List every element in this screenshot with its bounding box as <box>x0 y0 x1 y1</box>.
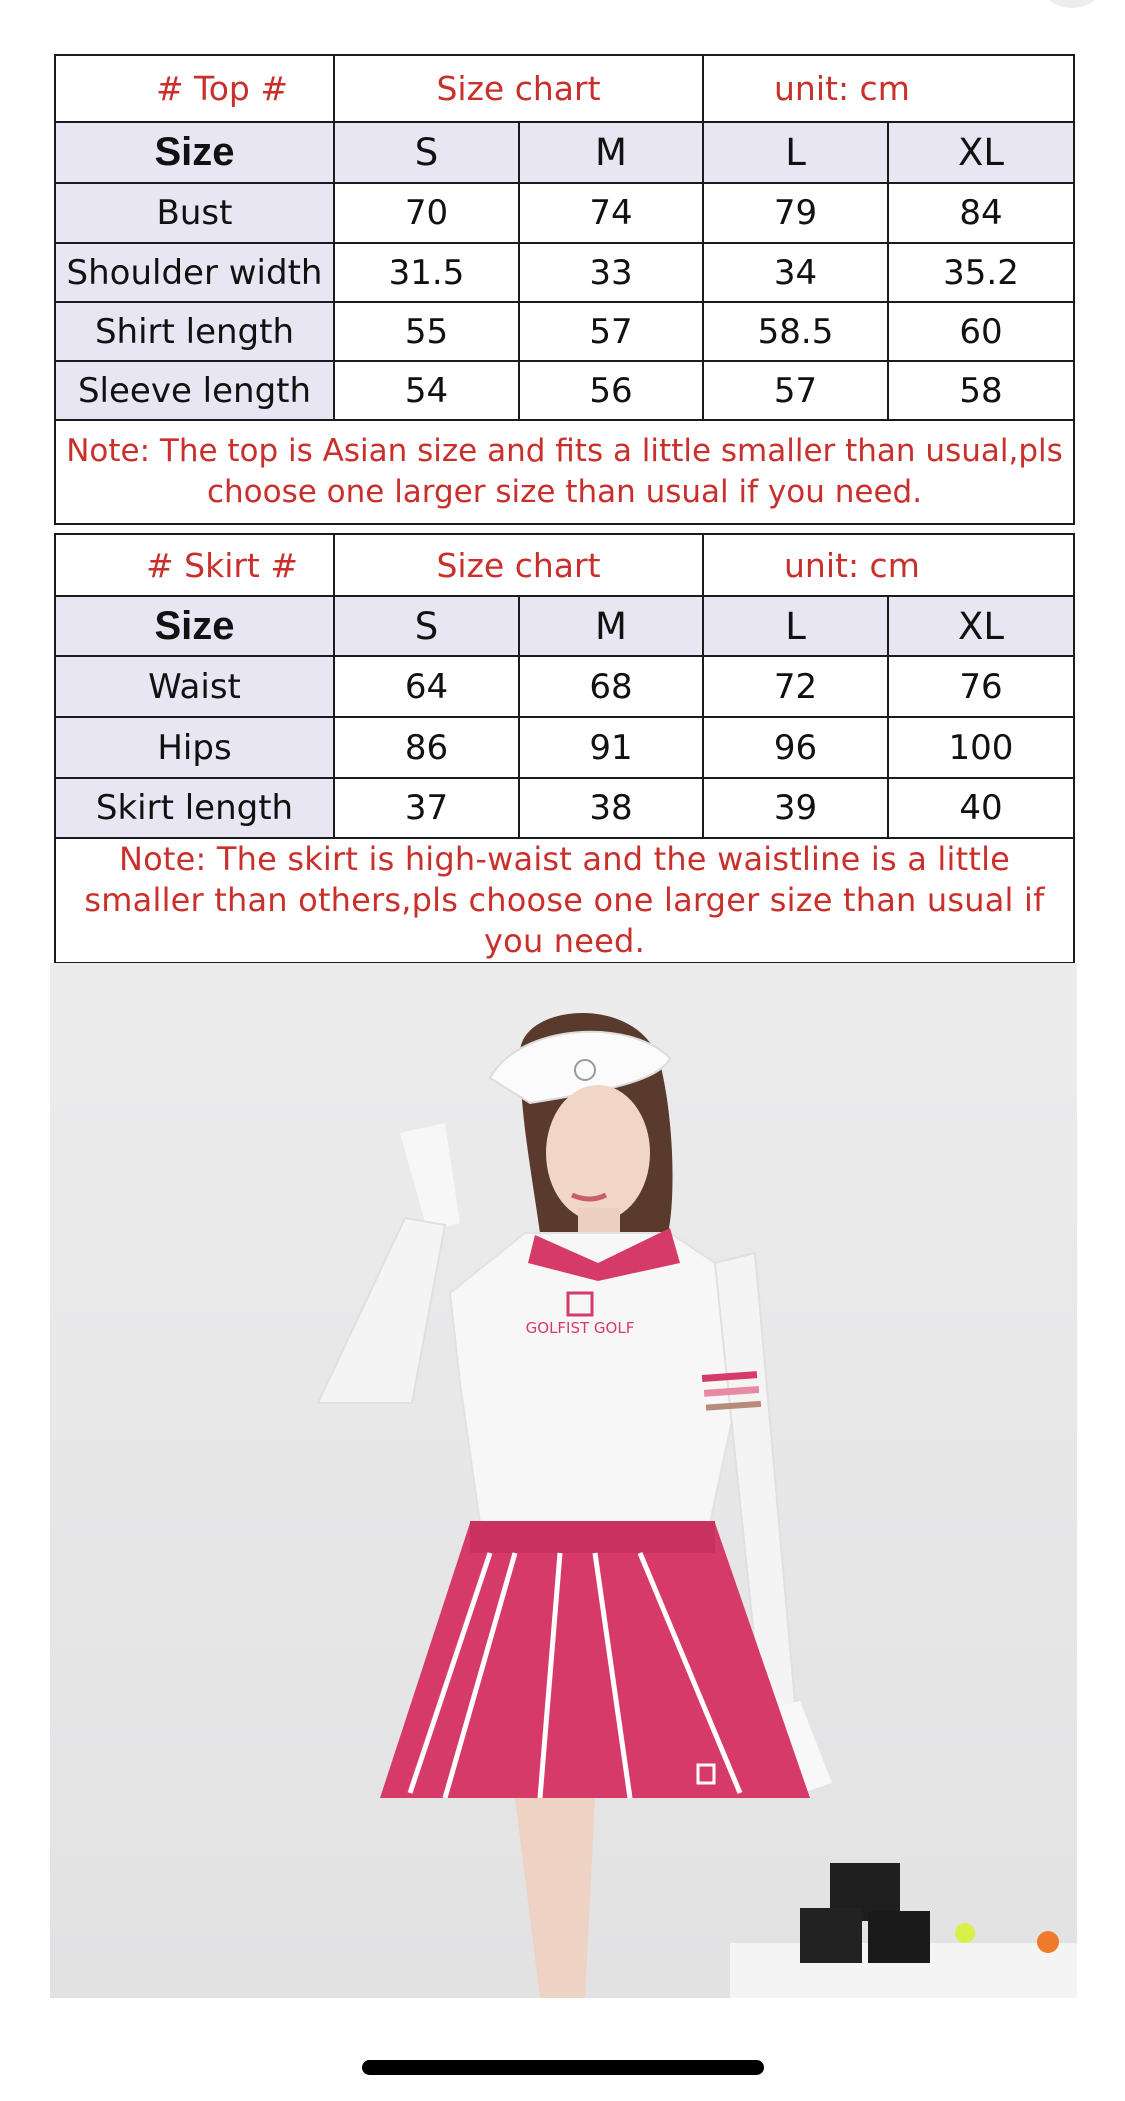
row-label: Shoulder width <box>55 243 334 302</box>
top-table-title: # Top # <box>55 55 334 122</box>
header-l: L <box>703 122 888 183</box>
golf-ball-icon <box>1037 1931 1059 1953</box>
cell: 39 <box>703 778 888 838</box>
skirt-table-title-row <box>55 534 1074 596</box>
face <box>546 1085 650 1221</box>
row-label: Sleeve length <box>55 361 334 420</box>
header-m: M <box>519 596 703 656</box>
header-m: M <box>519 122 703 183</box>
top-table-size-chart-label: Size chart <box>334 55 703 122</box>
skirt-size-table <box>54 533 1075 964</box>
cell: 91 <box>519 717 703 778</box>
skirt-table-unit-label: unit: cm <box>703 534 1074 596</box>
product-photo <box>50 963 1077 1998</box>
skirt-table-header-row <box>55 596 1074 656</box>
top-table-title-row <box>55 55 1074 122</box>
cell: 60 <box>888 302 1074 361</box>
cell: 57 <box>519 302 703 361</box>
row-label: Hips <box>55 717 334 778</box>
golf-ball-box <box>800 1908 862 1963</box>
header-size: Size <box>55 596 334 656</box>
cell: 38 <box>519 778 703 838</box>
row-label: Bust <box>55 183 334 243</box>
header-xl: XL <box>888 122 1074 183</box>
skirt-table-note-row <box>55 838 1074 963</box>
row-label: Waist <box>55 656 334 717</box>
cell: 55 <box>334 302 519 361</box>
golf-ball-box <box>868 1911 930 1963</box>
row-label: Shirt length <box>55 302 334 361</box>
cell: 35.2 <box>888 243 1074 302</box>
table-row <box>55 778 1074 838</box>
golf-ball-icon <box>955 1923 975 1943</box>
skirt-table-title: # Skirt # <box>55 534 334 596</box>
cell: 70 <box>334 183 519 243</box>
shirt-logo-text: GOLFIST GOLF <box>525 1319 635 1337</box>
top-table-unit-label: unit: cm <box>703 55 1074 122</box>
cell: 40 <box>888 778 1074 838</box>
header-s: S <box>334 596 519 656</box>
table-row <box>55 302 1074 361</box>
top-table-note-row <box>55 420 1074 524</box>
table-row <box>55 361 1074 420</box>
cell: 58.5 <box>703 302 888 361</box>
table-row <box>55 243 1074 302</box>
header-size: Size <box>55 122 334 183</box>
header-xl: XL <box>888 596 1074 656</box>
cell: 100 <box>888 717 1074 778</box>
header-s: S <box>334 122 519 183</box>
table-row <box>55 183 1074 243</box>
corner-decoration <box>1045 0 1099 8</box>
header-l: L <box>703 596 888 656</box>
cell: 34 <box>703 243 888 302</box>
row-label: Skirt length <box>55 778 334 838</box>
cell: 84 <box>888 183 1074 243</box>
cell: 68 <box>519 656 703 717</box>
table-row <box>55 717 1074 778</box>
model-illustration <box>50 963 1077 1998</box>
home-indicator[interactable] <box>362 2060 764 2075</box>
cell: 58 <box>888 361 1074 420</box>
cell: 96 <box>703 717 888 778</box>
top-size-table <box>54 54 1075 525</box>
cell: 37 <box>334 778 519 838</box>
cell: 79 <box>703 183 888 243</box>
top-table-note: Note: The top is Asian size and fits a little smaller than usual,pls choose one larger size than usual if you need. <box>55 420 1074 524</box>
top-table-header-row <box>55 122 1074 183</box>
skirt-waistband <box>470 1521 715 1553</box>
table-row <box>55 656 1074 717</box>
cell: 74 <box>519 183 703 243</box>
cell: 33 <box>519 243 703 302</box>
skirt-table-size-chart-label: Size chart <box>334 534 703 596</box>
cell: 64 <box>334 656 519 717</box>
cell: 72 <box>703 656 888 717</box>
cell: 76 <box>888 656 1074 717</box>
cell: 56 <box>519 361 703 420</box>
cell: 54 <box>334 361 519 420</box>
cell: 31.5 <box>334 243 519 302</box>
skirt-table-note: Note: The skirt is high-waist and the waistline is a little smaller than others,pls choose one larger size than usual if you need. <box>55 838 1074 963</box>
cell: 86 <box>334 717 519 778</box>
cell: 57 <box>703 361 888 420</box>
